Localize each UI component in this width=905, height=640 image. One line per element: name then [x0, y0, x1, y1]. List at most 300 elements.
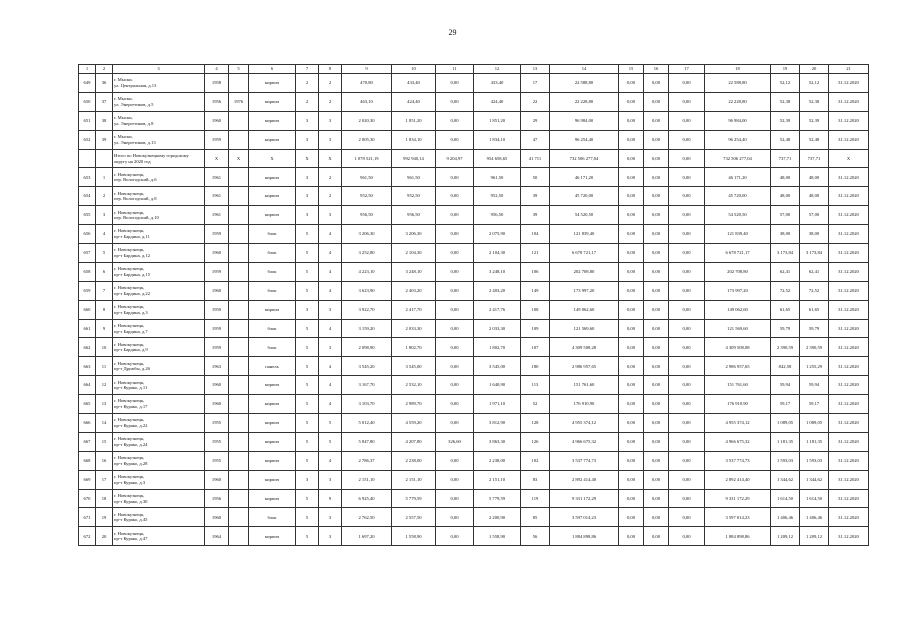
table-cell: 3 [319, 527, 342, 546]
table-cell: 3 537 774,73 [550, 451, 619, 470]
table-cell: 0,00 [669, 508, 705, 527]
table-cell: 1960 [205, 111, 229, 130]
table-row [79, 338, 869, 357]
table-cell: 655 [79, 206, 96, 225]
table-cell: 18 [96, 489, 113, 508]
table-cell: 0,00 [619, 527, 644, 546]
table-cell: 0,00 [644, 187, 669, 206]
table-cell: 2 075,90 [474, 225, 521, 244]
table-cell: 424,40 [474, 92, 521, 111]
table-cell: 0,00 [669, 225, 705, 244]
table-cell: 0,00 [436, 489, 474, 508]
table-cell: 0,00 [436, 527, 474, 546]
table-cell: кирпич [249, 395, 296, 414]
table-cell: 9 [96, 319, 113, 338]
table-cell: 666 [79, 414, 96, 433]
table-cell: 5 [319, 414, 342, 433]
table-cell: 4 [319, 281, 342, 300]
table-cell: 1 209,12 [771, 527, 800, 546]
table-cell [229, 527, 249, 546]
table-cell: 5 [296, 414, 319, 433]
table-cell: 1958 [205, 74, 229, 93]
table-cell: 665 [79, 395, 96, 414]
table-cell: 31.12.2020 [829, 92, 869, 111]
table-cell: 2 557,50 [392, 508, 436, 527]
table-row [79, 225, 869, 244]
table-cell: блок [249, 262, 296, 281]
table-cell: 5 [296, 489, 319, 508]
table-cell: 3 863,30 [474, 432, 521, 451]
table-cell: кирпич [249, 111, 296, 130]
table-cell: 1 834,10 [474, 130, 521, 149]
table-cell: 2 892 414,40 [550, 470, 619, 489]
table-cell: 119 [521, 489, 550, 508]
table-cell: 9 [319, 489, 342, 508]
table-cell: 3 [96, 206, 113, 225]
table-cell: 0,00 [669, 489, 705, 508]
table-cell: 2 762,50 [342, 508, 392, 527]
table-row [79, 414, 869, 433]
table-cell: кирпич [249, 92, 296, 111]
table-cell: 96 984,00 [550, 111, 619, 130]
table-cell: 0,00 [619, 376, 644, 395]
table-cell: 3 [296, 111, 319, 130]
table-cell: 1963 [205, 357, 229, 376]
table-row [79, 300, 869, 319]
table-cell: 956,50 [392, 206, 436, 225]
table-cell: 2 151,10 [474, 470, 521, 489]
table-cell: 1964 [205, 527, 229, 546]
table-cell: 22 [521, 92, 550, 111]
table-cell: кирпич [249, 74, 296, 93]
table-cell: 0,00 [619, 149, 644, 168]
table-cell: 0,00 [436, 225, 474, 244]
table-cell: 651 [79, 111, 96, 130]
table-cell: 653 [79, 168, 96, 187]
table-cell [229, 187, 249, 206]
table-cell: 29 [521, 111, 550, 130]
table-cell: 3 [319, 300, 342, 319]
table-cell: 1960 [205, 508, 229, 527]
table-cell: 2 005,30 [342, 130, 392, 149]
table-cell: 1 884 898,86 [705, 527, 771, 546]
table-cell: блок [249, 281, 296, 300]
table-row [79, 244, 869, 263]
table-cell: 2 403,20 [474, 281, 521, 300]
table-cell: 47 [521, 130, 550, 149]
address-cell: г. Новокузнецк, пр-т Курако, д.47 [113, 527, 205, 546]
table-cell: 45 720,00 [550, 187, 619, 206]
table-cell: 659 [79, 281, 96, 300]
table-cell: 5 [296, 338, 319, 357]
table-cell [229, 470, 249, 489]
table-cell: 424,40 [392, 92, 436, 111]
address-cell: г. Новокузнецк, пр-т Бардина, д.7 [113, 319, 205, 338]
table-cell: 96 254,40 [550, 130, 619, 149]
table-cell: 4 [96, 225, 113, 244]
table-cell: 0,00 [436, 451, 474, 470]
table-cell: 5 [296, 395, 319, 414]
table-cell: 2 [296, 74, 319, 93]
table-cell: 202 708,80 [550, 262, 619, 281]
column-number: 14 [550, 65, 619, 74]
table-cell: 0,00 [619, 414, 644, 433]
table-cell: 31.12.2020 [829, 395, 869, 414]
table-cell: 31.12.2020 [829, 168, 869, 187]
table-cell: 2 098,90 [342, 338, 392, 357]
column-number: 9 [342, 65, 392, 74]
table-cell: 0,00 [436, 244, 474, 263]
table-cell: 5 [296, 319, 319, 338]
table-cell: 176 910,90 [705, 395, 771, 414]
table-cell: 59,17 [800, 395, 829, 414]
table-cell: 0,00 [644, 338, 669, 357]
table-cell: 0,00 [644, 432, 669, 451]
table-cell: 0,00 [619, 508, 644, 527]
table-cell: 0,00 [436, 111, 474, 130]
table-cell: 6 925,40 [342, 489, 392, 508]
table-cell: 672 [79, 527, 96, 546]
column-number: 5 [229, 65, 249, 74]
table-cell: 31.12.2020 [829, 527, 869, 546]
table-cell: 5 012,40 [342, 414, 392, 433]
table-cell: кирпич [249, 489, 296, 508]
table-row [79, 187, 869, 206]
address-cell: г. Новокузнецк, пр-т Бардина, д.3 [113, 300, 205, 319]
table-cell [229, 74, 249, 93]
table-cell: 661 [79, 319, 96, 338]
table-row [79, 168, 869, 187]
table-cell: 107 [521, 338, 550, 357]
table-cell: 1955 [205, 414, 229, 433]
table-cell: 2 986 957,65 [705, 357, 771, 376]
table-cell: 2 417,76 [474, 300, 521, 319]
table-cell: 1 078 521,19 [342, 149, 392, 168]
column-number: 19 [771, 65, 800, 74]
table-cell: 1 558,90 [392, 527, 436, 546]
table-cell: 1950 [205, 300, 229, 319]
table-cell: 2 532,10 [392, 376, 436, 395]
table-cell: 2 989,70 [392, 395, 436, 414]
table-cell: 0,00 [619, 244, 644, 263]
table-cell: 0,00 [619, 432, 644, 451]
table-cell: 4 207,80 [392, 432, 436, 451]
table-cell: 4 [319, 262, 342, 281]
table-cell: 48,00 [771, 187, 800, 206]
table-cell: 52,48 [800, 130, 829, 149]
table-cell [229, 451, 249, 470]
registry-body [79, 65, 869, 546]
table-cell: 0,00 [669, 527, 705, 546]
table-cell: 954 658,65 [474, 149, 521, 168]
table-cell: 1 344,62 [771, 470, 800, 489]
table-cell: 0,00 [669, 244, 705, 263]
table-cell: 2 033,30 [392, 319, 436, 338]
table-cell: 3 537 774,73 [705, 451, 771, 470]
table-cell: 4 [319, 225, 342, 244]
table-cell: 0,00 [644, 527, 669, 546]
table-cell: 59,94 [800, 376, 829, 395]
table-cell [96, 149, 113, 168]
table-cell: 0,00 [644, 130, 669, 149]
table-cell: 1 344,62 [800, 470, 829, 489]
column-number: 21 [829, 65, 869, 74]
table-cell [229, 168, 249, 187]
table-cell: 36 [96, 74, 113, 93]
table-cell: 0,00 [644, 111, 669, 130]
table-row [79, 395, 869, 414]
table-cell: кирпич [249, 376, 296, 395]
table-cell: 0,00 [644, 451, 669, 470]
table-cell: 657 [79, 244, 96, 263]
table-cell: 173 997,20 [705, 281, 771, 300]
table-row [79, 489, 869, 508]
table-cell: 1959 [205, 319, 229, 338]
table-cell: 7 [96, 281, 113, 300]
table-cell: 1956 [205, 92, 229, 111]
table-row [79, 262, 869, 281]
table-cell: 104 [521, 225, 550, 244]
table-cell: 667 [79, 432, 96, 451]
table-cell: 433,40 [474, 74, 521, 93]
table-cell: 4 [319, 395, 342, 414]
table-cell: 2 020,30 [342, 111, 392, 130]
table-cell: 59,17 [771, 395, 800, 414]
table-cell: 15 [96, 432, 113, 451]
table-cell: 14 [96, 414, 113, 433]
table-cell: 31.12.2020 [829, 206, 869, 225]
column-number: 8 [319, 65, 342, 74]
address-cell: г. Мыски, ул. Центральная, д.13 [113, 74, 205, 93]
column-number: 3 [113, 65, 205, 74]
table-cell: блок [249, 225, 296, 244]
column-number: 12 [474, 65, 521, 74]
table-cell: 62,41 [771, 262, 800, 281]
table-cell: 4 559,20 [392, 414, 436, 433]
table-cell: 41 711 [521, 149, 550, 168]
table-cell: кирпич [249, 432, 296, 451]
table-cell: 1 802,70 [474, 338, 521, 357]
table-cell: 31.12.2020 [829, 451, 869, 470]
table-cell: 1955 [205, 432, 229, 451]
table-cell: 5 [296, 451, 319, 470]
table-cell [229, 244, 249, 263]
table-cell: 0,00 [436, 319, 474, 338]
address-cell: г. Новокузнецк, пр-т Курако, д.30 [113, 489, 205, 508]
table-cell: 650 [79, 92, 96, 111]
table-cell: 45 720,00 [705, 187, 771, 206]
table-cell: 0,00 [644, 149, 669, 168]
table-cell: 4 955 374,12 [705, 414, 771, 433]
table-cell: 0,00 [436, 470, 474, 489]
table-cell: 31.12.2020 [829, 489, 869, 508]
table-cell: 0,00 [436, 281, 474, 300]
table-cell: 1961 [205, 206, 229, 225]
column-number-row [79, 65, 869, 74]
table-cell: 992 940,14 [392, 149, 436, 168]
table-cell: 31.12.2020 [829, 281, 869, 300]
table-cell: панель [249, 357, 296, 376]
table-cell: 11 [96, 357, 113, 376]
table-cell: 0,00 [669, 414, 705, 433]
address-cell: г. Мыски, ул. Энергетиков, д.13 [113, 130, 205, 149]
table-cell: 952,50 [342, 187, 392, 206]
table-cell: 39 [96, 130, 113, 149]
table-cell: 0,00 [619, 470, 644, 489]
address-cell: г. Новокузнецк, пр-т Бардина, д.22 [113, 281, 205, 300]
page-number: 29 [448, 28, 457, 37]
table-cell: 176 910,90 [550, 395, 619, 414]
address-cell: г. Мыски, ул. Энергетиков, д.8 [113, 111, 205, 130]
table-cell: 3 [319, 206, 342, 225]
table-cell: 0,00 [669, 357, 705, 376]
table-cell: 6 678 721,17 [705, 244, 771, 263]
table-cell: 57,00 [800, 206, 829, 225]
table-row [79, 357, 869, 376]
table-cell: 0,00 [436, 414, 474, 433]
table-row [79, 432, 869, 451]
table-cell: 59,79 [771, 319, 800, 338]
table-cell: 660 [79, 300, 96, 319]
table-cell: 4 [319, 376, 342, 395]
table-cell: блок [249, 244, 296, 263]
table-cell: 52 [521, 395, 550, 414]
table-cell: 3 [319, 338, 342, 357]
table-cell: 0,00 [644, 376, 669, 395]
table-cell [229, 395, 249, 414]
table-cell: 0,00 [619, 300, 644, 319]
table-cell: 1 558,90 [474, 527, 521, 546]
table-cell: 0,00 [436, 130, 474, 149]
table-row [79, 130, 869, 149]
table-cell: 31.12.2020 [829, 130, 869, 149]
table-cell: 5 779,59 [474, 489, 521, 508]
table-cell: 39 [521, 187, 550, 206]
table-cell: 652 [79, 130, 96, 149]
table-cell: 2 [96, 187, 113, 206]
table-cell: 16 [96, 451, 113, 470]
table-cell: 1 089,05 [800, 414, 829, 433]
table-cell: 956,50 [342, 206, 392, 225]
table-cell: 0,00 [669, 470, 705, 489]
table-row [79, 281, 869, 300]
table-cell: 4 966 675,32 [705, 432, 771, 451]
table-cell: 1 209,12 [800, 527, 829, 546]
table-cell: 2 [319, 74, 342, 93]
table-cell: 31.12.2020 [829, 74, 869, 93]
table-cell: 2 104,30 [392, 244, 436, 263]
table-cell: 31.12.2020 [829, 432, 869, 451]
table-cell: 52,39 [771, 111, 800, 130]
table-cell: 1959 [205, 262, 229, 281]
table-cell: 2 033,30 [474, 319, 521, 338]
table-cell: 2 200,90 [474, 508, 521, 527]
table-cell: 31.12.2020 [829, 300, 869, 319]
table-cell: 3 206,30 [342, 225, 392, 244]
table-row [79, 508, 869, 527]
address-cell: г. Новокузнецк, пр-т Бардина, д.9 [113, 338, 205, 357]
table-cell: 31.12.2020 [829, 508, 869, 527]
address-cell: г. Новокузнецк, пр-т Бардина, д.11 [113, 225, 205, 244]
address-cell: г. Новокузнецк, пр-т Курако, д.11 [113, 376, 205, 395]
table-cell: 57,00 [771, 206, 800, 225]
housing-registry-table [78, 64, 869, 546]
table-cell: 952,50 [392, 187, 436, 206]
address-cell: г. Мыски, ул. Энергетиков, д.5 [113, 92, 205, 111]
table-cell: 56 [521, 527, 550, 546]
table-cell: 149 062,60 [550, 300, 619, 319]
table-cell: 3 [319, 130, 342, 149]
table-cell: 128 [521, 414, 550, 433]
table-cell: 5 [296, 527, 319, 546]
table-cell: 961,50 [474, 168, 521, 187]
table-cell: X [296, 149, 319, 168]
table-cell: 17 [521, 74, 550, 93]
table-cell: 0,00 [619, 74, 644, 93]
table-cell: 0,00 [619, 451, 644, 470]
table-cell: 3 [296, 187, 319, 206]
table-cell: 31.12.2020 [829, 376, 869, 395]
table-cell: 9 331 172,29 [705, 489, 771, 508]
table-cell [229, 130, 249, 149]
table-cell: 2 238,00 [392, 451, 436, 470]
table-cell: X [229, 149, 249, 168]
column-number: 1 [79, 65, 96, 74]
table-cell: 1 851,20 [392, 111, 436, 130]
table-cell: 0,00 [644, 319, 669, 338]
table-cell: 5 [296, 244, 319, 263]
table-cell: блок [249, 508, 296, 527]
table-cell: 1960 [205, 395, 229, 414]
table-cell: 2 892 414,40 [705, 470, 771, 489]
table-cell: 20 [96, 527, 113, 546]
address-cell: г. Новокузнецк, пр-т Бардина, д.15 [113, 262, 205, 281]
table-cell: 1960 [205, 244, 229, 263]
table-cell: 3 623,90 [342, 281, 392, 300]
table-cell: 656 [79, 225, 96, 244]
table-cell: 5 [296, 432, 319, 451]
table-cell: 0,00 [619, 319, 644, 338]
table-cell: 96 254,40 [705, 130, 771, 149]
table-cell: 31.12.2020 [829, 470, 869, 489]
address-cell: г. Новокузнецк, пр-т Курако, д.3 [113, 470, 205, 489]
table-cell: 5 847,80 [342, 432, 392, 451]
table-cell: 3 545,20 [342, 357, 392, 376]
table-cell: 0,00 [644, 206, 669, 225]
table-cell: 1961 [205, 187, 229, 206]
table-row [79, 451, 869, 470]
table-row [79, 319, 869, 338]
table-cell [229, 338, 249, 357]
table-cell: 3 597 014,23 [550, 508, 619, 527]
table-cell: 3 [296, 130, 319, 149]
table-cell: 113 [521, 376, 550, 395]
table-cell: 1 406,46 [771, 508, 800, 527]
table-cell: 671 [79, 508, 96, 527]
column-number: 18 [705, 65, 771, 74]
table-cell: 0,00 [436, 168, 474, 187]
table-cell: 1 851,20 [474, 111, 521, 130]
table-cell: 0,00 [644, 508, 669, 527]
table-cell: 0,00 [644, 414, 669, 433]
table-cell: 1 614,50 [800, 489, 829, 508]
table-cell: 961,50 [392, 168, 436, 187]
table-cell: X [829, 149, 869, 168]
table-cell: 12 [96, 376, 113, 395]
table-cell: 4 223,10 [342, 262, 392, 281]
table-cell: 0,00 [644, 244, 669, 263]
table-cell: 3 922,70 [342, 300, 392, 319]
